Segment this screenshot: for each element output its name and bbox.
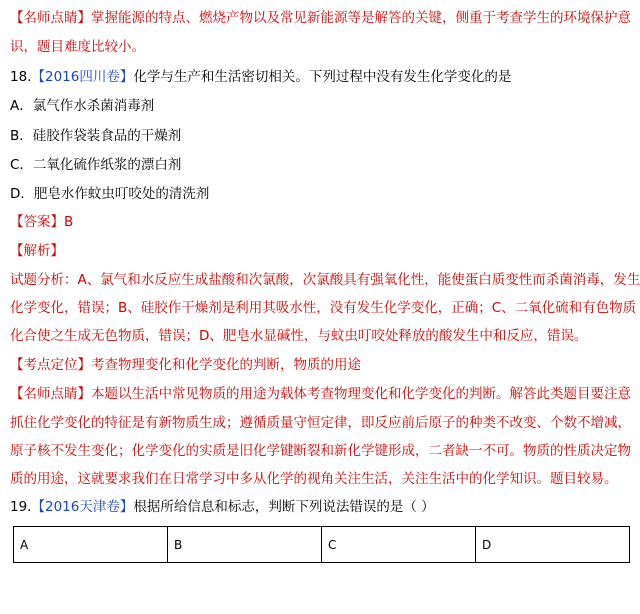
q19-source: 【2016天津卷】 [31,499,134,515]
q19-options-table [13,526,630,563]
q18-comment-line-1 [10,384,630,404]
q18-analysis-label: 【解析】 [10,243,64,259]
q19-stem-line [10,497,630,517]
q18-answer-line [10,212,630,232]
q18-comment-line-3: 原子核不发生变化；化学变化的实质是旧化学键断裂和新化学键形成，二者缺一不可。物质的性质决定物 [10,443,631,459]
intro-comment-text-1: 掌握能源的特点、燃烧产物以及常见新能源等是解答的关键，侧重于考查学生的环境保护意 [91,10,631,26]
q18-comment-line-2: 抓住化学变化的特征是有新物质生成；遵循质量守恒定律，即反应前后原子的种类不改变、个数不增减， [10,415,631,431]
q18-analysis-line-2: 化学变化，错误；B、硅胶作干燥剂是利用其吸水性，没有发生化学变化，正确；C、二氧化硫和有色物质 [10,300,637,316]
q18-option-a: A．氯气作水杀菌消毒剂 [10,98,155,114]
intro-comment-line-1 [10,8,630,28]
q18-option-b: B．硅胶作袋装食品的干燥剂 [10,128,182,144]
intro-comment-tag: 【名师点睛】 [10,10,91,26]
q19-cell-c: C [322,527,476,563]
q18-option-d: D．肥皂水作蚊虫叮咬处的清洗剂 [10,186,210,202]
q18-number: 18. [10,69,32,85]
q19-cell-d: D [476,527,630,563]
q18-point: 考查物理变化和化学变化的判断，物质的用途 [91,357,361,373]
q18-point-line [10,355,630,375]
q18-stem-line [10,67,630,87]
q18-point-label: 【考点定位】 [10,357,91,373]
q19-cell-b: B [168,527,322,563]
q18-comment-line-4: 质的用途，这就要求我们在日常学习中多从化学的视角关注生活，关注生活中的化学知识。题目较易。 [10,471,618,487]
q19-options-row [14,527,630,563]
q19-stem: 根据所给信息和标志，判断下列说法错误的是（ ） [133,499,435,515]
q18-answer: B [64,214,74,230]
q18-stem: 化学与生产和生活密切相关。下列过程中没有发生化学变化的是 [133,69,512,85]
q18-analysis-line-3: 化合使之生成无色物质，错误；D、肥皂水显碱性，与蚊虫叮咬处释放的酸发生中和反应，错误。 [10,328,588,344]
q19-number: 19. [10,499,32,515]
q18-analysis-line-1: 试题分析：A、氯气和水反应生成盐酸和次氯酸，次氯酸具有强氧化性，能使蛋白质变性而杀菌消毒，发生 [10,272,640,288]
q18-comment-text-1: 本题以生活中常见物质的用途为载体考查物理变化和化学变化的判断。解答此类题目要注意 [91,386,631,402]
q18-option-c: C．二氧化硫作纸浆的漂白剂 [10,157,182,173]
q18-comment-label: 【名师点睛】 [10,386,91,402]
intro-comment-line-2: 识，题目难度比较小。 [10,39,145,55]
q18-answer-label: 【答案】 [10,214,64,230]
q18-source: 【2016四川卷】 [31,69,134,85]
q19-cell-a: A [14,527,168,563]
